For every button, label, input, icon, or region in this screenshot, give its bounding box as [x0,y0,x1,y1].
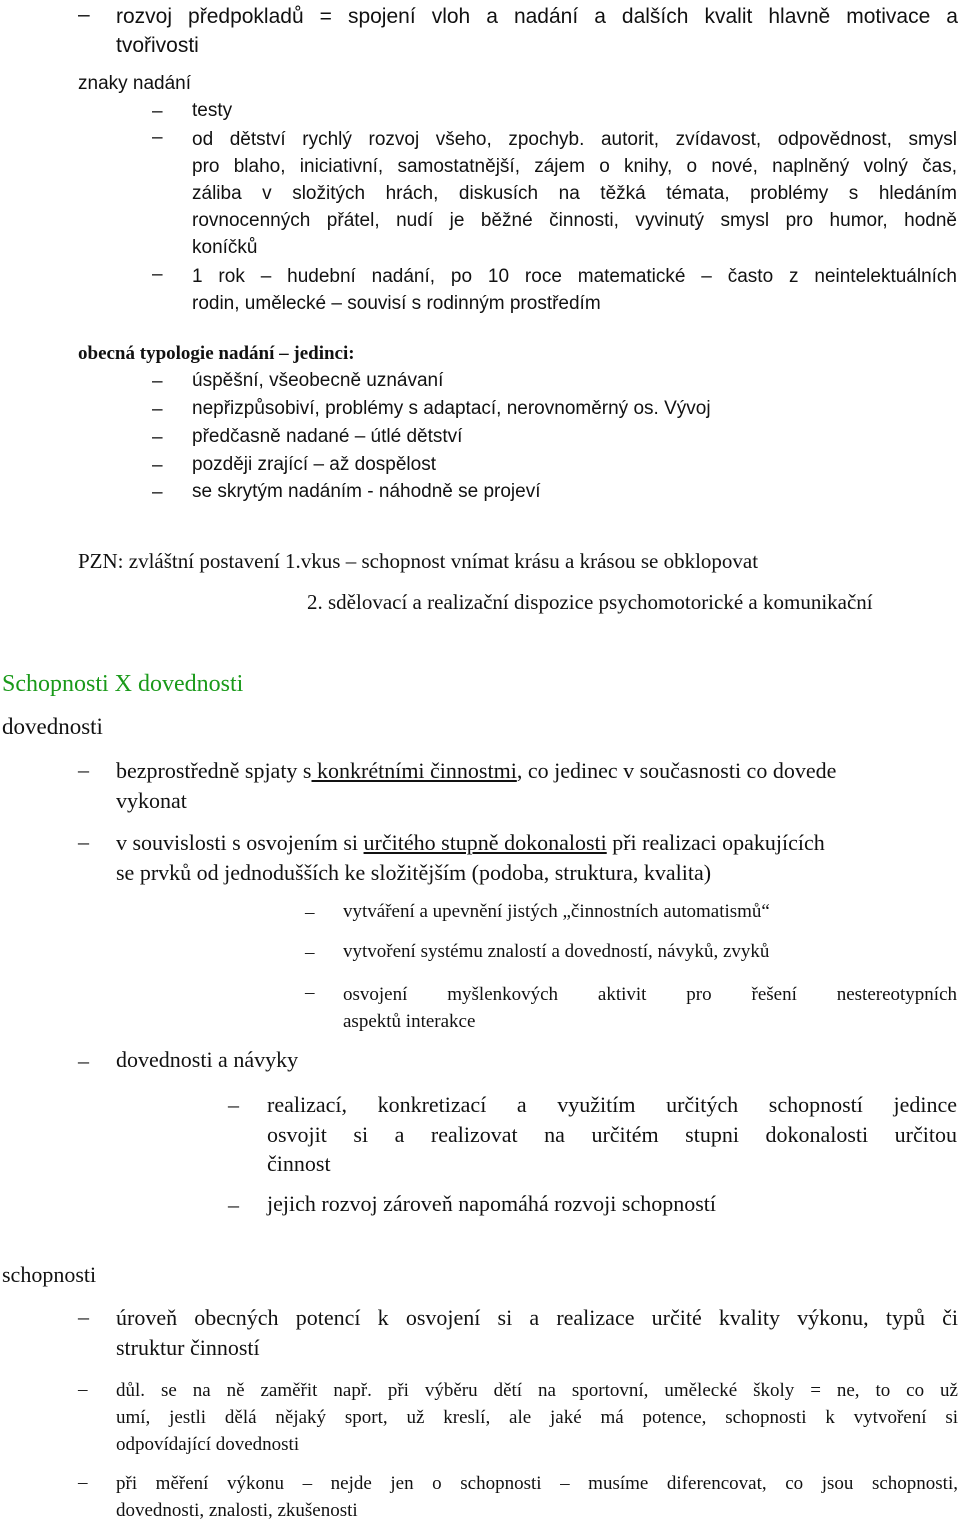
bullet-dash: – [78,1048,89,1073]
bullet-dash: – [78,3,90,26]
znaky-item-childhood: od dětství rychlý rozvoj všeho, zpochyb. autorit, zvídavost, odpovědnost, smysl pro blaho, iniciativní, samostatnější, zájem o knihy, o nové, naplněný volný čas, záliba v složitých hrách, diskusích na těžká témata, problémy s hledáním rovnocenných přátel, nudí je běžné činnosti, vyvinutý smysl pro humor, hodně koníčků [192,129,957,258]
znaky-heading: znaky nadání [78,73,192,94]
dovednosti-sub-item: osvojení myšlenkových aktivit pro řešení nestereotypních aspektů interakce [343,984,957,1032]
bullet-dash: – [152,427,163,448]
bullet-dash: – [152,482,163,503]
bullet-dash: – [78,1472,88,1493]
bullet-dash: – [152,399,163,420]
bullet-dash: – [152,101,163,122]
znaky-item-age: 1 rok – hudební nadání, po 10 roce matematické – často z neintelektuálních rodin, umělecké – souvisí s rodinným prostředím [192,266,957,314]
bullet-dash: – [78,757,89,782]
typologie-item: úspěšní, všeobecně uznávaní [192,370,444,391]
bullet-dash: – [305,942,315,963]
bullet-dash: – [152,455,163,476]
typologie-item: nepřizpůsobiví, problémy s adaptací, nerovnoměrný os. Vývoj [192,398,711,419]
schopnosti-bullet-1: úroveň obecných potencí k osvojení si a realizace určité kvality výkonu, typů či struktur činností [116,1305,958,1360]
dovednosti-sub2-item: realizací, konkretizací a využitím určitých schopností jedince osvojit si a realizovat na určitém stupni dokonalosti určitou činnost [267,1092,957,1176]
schopnosti-bullet-3: při měření výkonu – nejde jen o schopnosti – musíme diferencovat, co jsou schopnosti, dovednosti, znalosti, zkušenosti [116,1473,958,1521]
bullet-dash: – [305,982,315,1003]
typologie-item: se skrytým nadáním - náhodně se projeví [192,481,541,502]
dovednosti-sub2-item: jejich rozvoj zároveň napomáhá rozvoji schopností [267,1191,717,1216]
bullet-development-text: rozvoj předpokladů = spojení vloh a nadání a dalších kvalit hlavně motivace a tvořivosti [116,5,958,57]
schopnosti-bullet-2: důl. se na ně zaměřit např. při výběru dětí na sportovní, umělecké školy = ne, to co už umí, jestli dělá nějaký sport, už kreslí, ale jaké má potence, schopnosti k vytvoření si odpovídající dovednosti [116,1380,958,1455]
section-title: Schopnosti X dovednosti [2,671,244,697]
underlined-phrase: určitého stupně dokonalosti [363,830,607,855]
dovednosti-sub-item: vytváření a upevnění jistých „činnostních automatismů“ [343,901,770,922]
bullet-dash: – [305,902,315,923]
dovednosti-heading: dovednosti [2,714,103,739]
typologie-item: předčasně nadané – útlé dětství [192,426,463,447]
bullet-dash: – [152,264,163,285]
dovednosti-sub-item: vytvoření systému znalostí a dovedností, návyků, zvyků [343,941,770,962]
bullet-dash: – [78,829,89,854]
bullet-dash: – [152,127,163,148]
typologie-heading: obecná typologie nadání – jedinci: [78,343,355,364]
pzn-line-2: 2. sdělovací a realizační dispozice psychomotorické a komunikační [307,590,873,614]
bullet-dash: – [228,1192,239,1217]
bullet-dash: – [78,1379,88,1400]
pzn-line-1: PZN: zvláštní postavení 1.vkus – schopnost vnímat krásu a krásou se obklopovat [78,549,759,573]
dovednosti-bullet-2: v souvislosti s osvojením si určitého stupně dokonalosti při realizaci opakujících se prvků od jednodušších ke složitějším (podoba, struktura, kvalita) [116,830,825,885]
bullet-dash: – [152,371,163,392]
dovednosti-bullet-3: dovednosti a návyky [116,1047,299,1072]
znaky-item-testy: testy [192,100,233,121]
dovednosti-bullet-1: bezprostředně spjaty s konkrétními činnostmi, co jedinec v současnosti co dovede vykonat [116,758,837,813]
bullet-dash: – [78,1304,89,1329]
schopnosti-heading: schopnosti [2,1262,97,1287]
underlined-phrase: konkrétními činnostmi [311,758,517,783]
typologie-item: později zrající – až dospělost [192,454,436,475]
bullet-dash: – [228,1092,239,1117]
